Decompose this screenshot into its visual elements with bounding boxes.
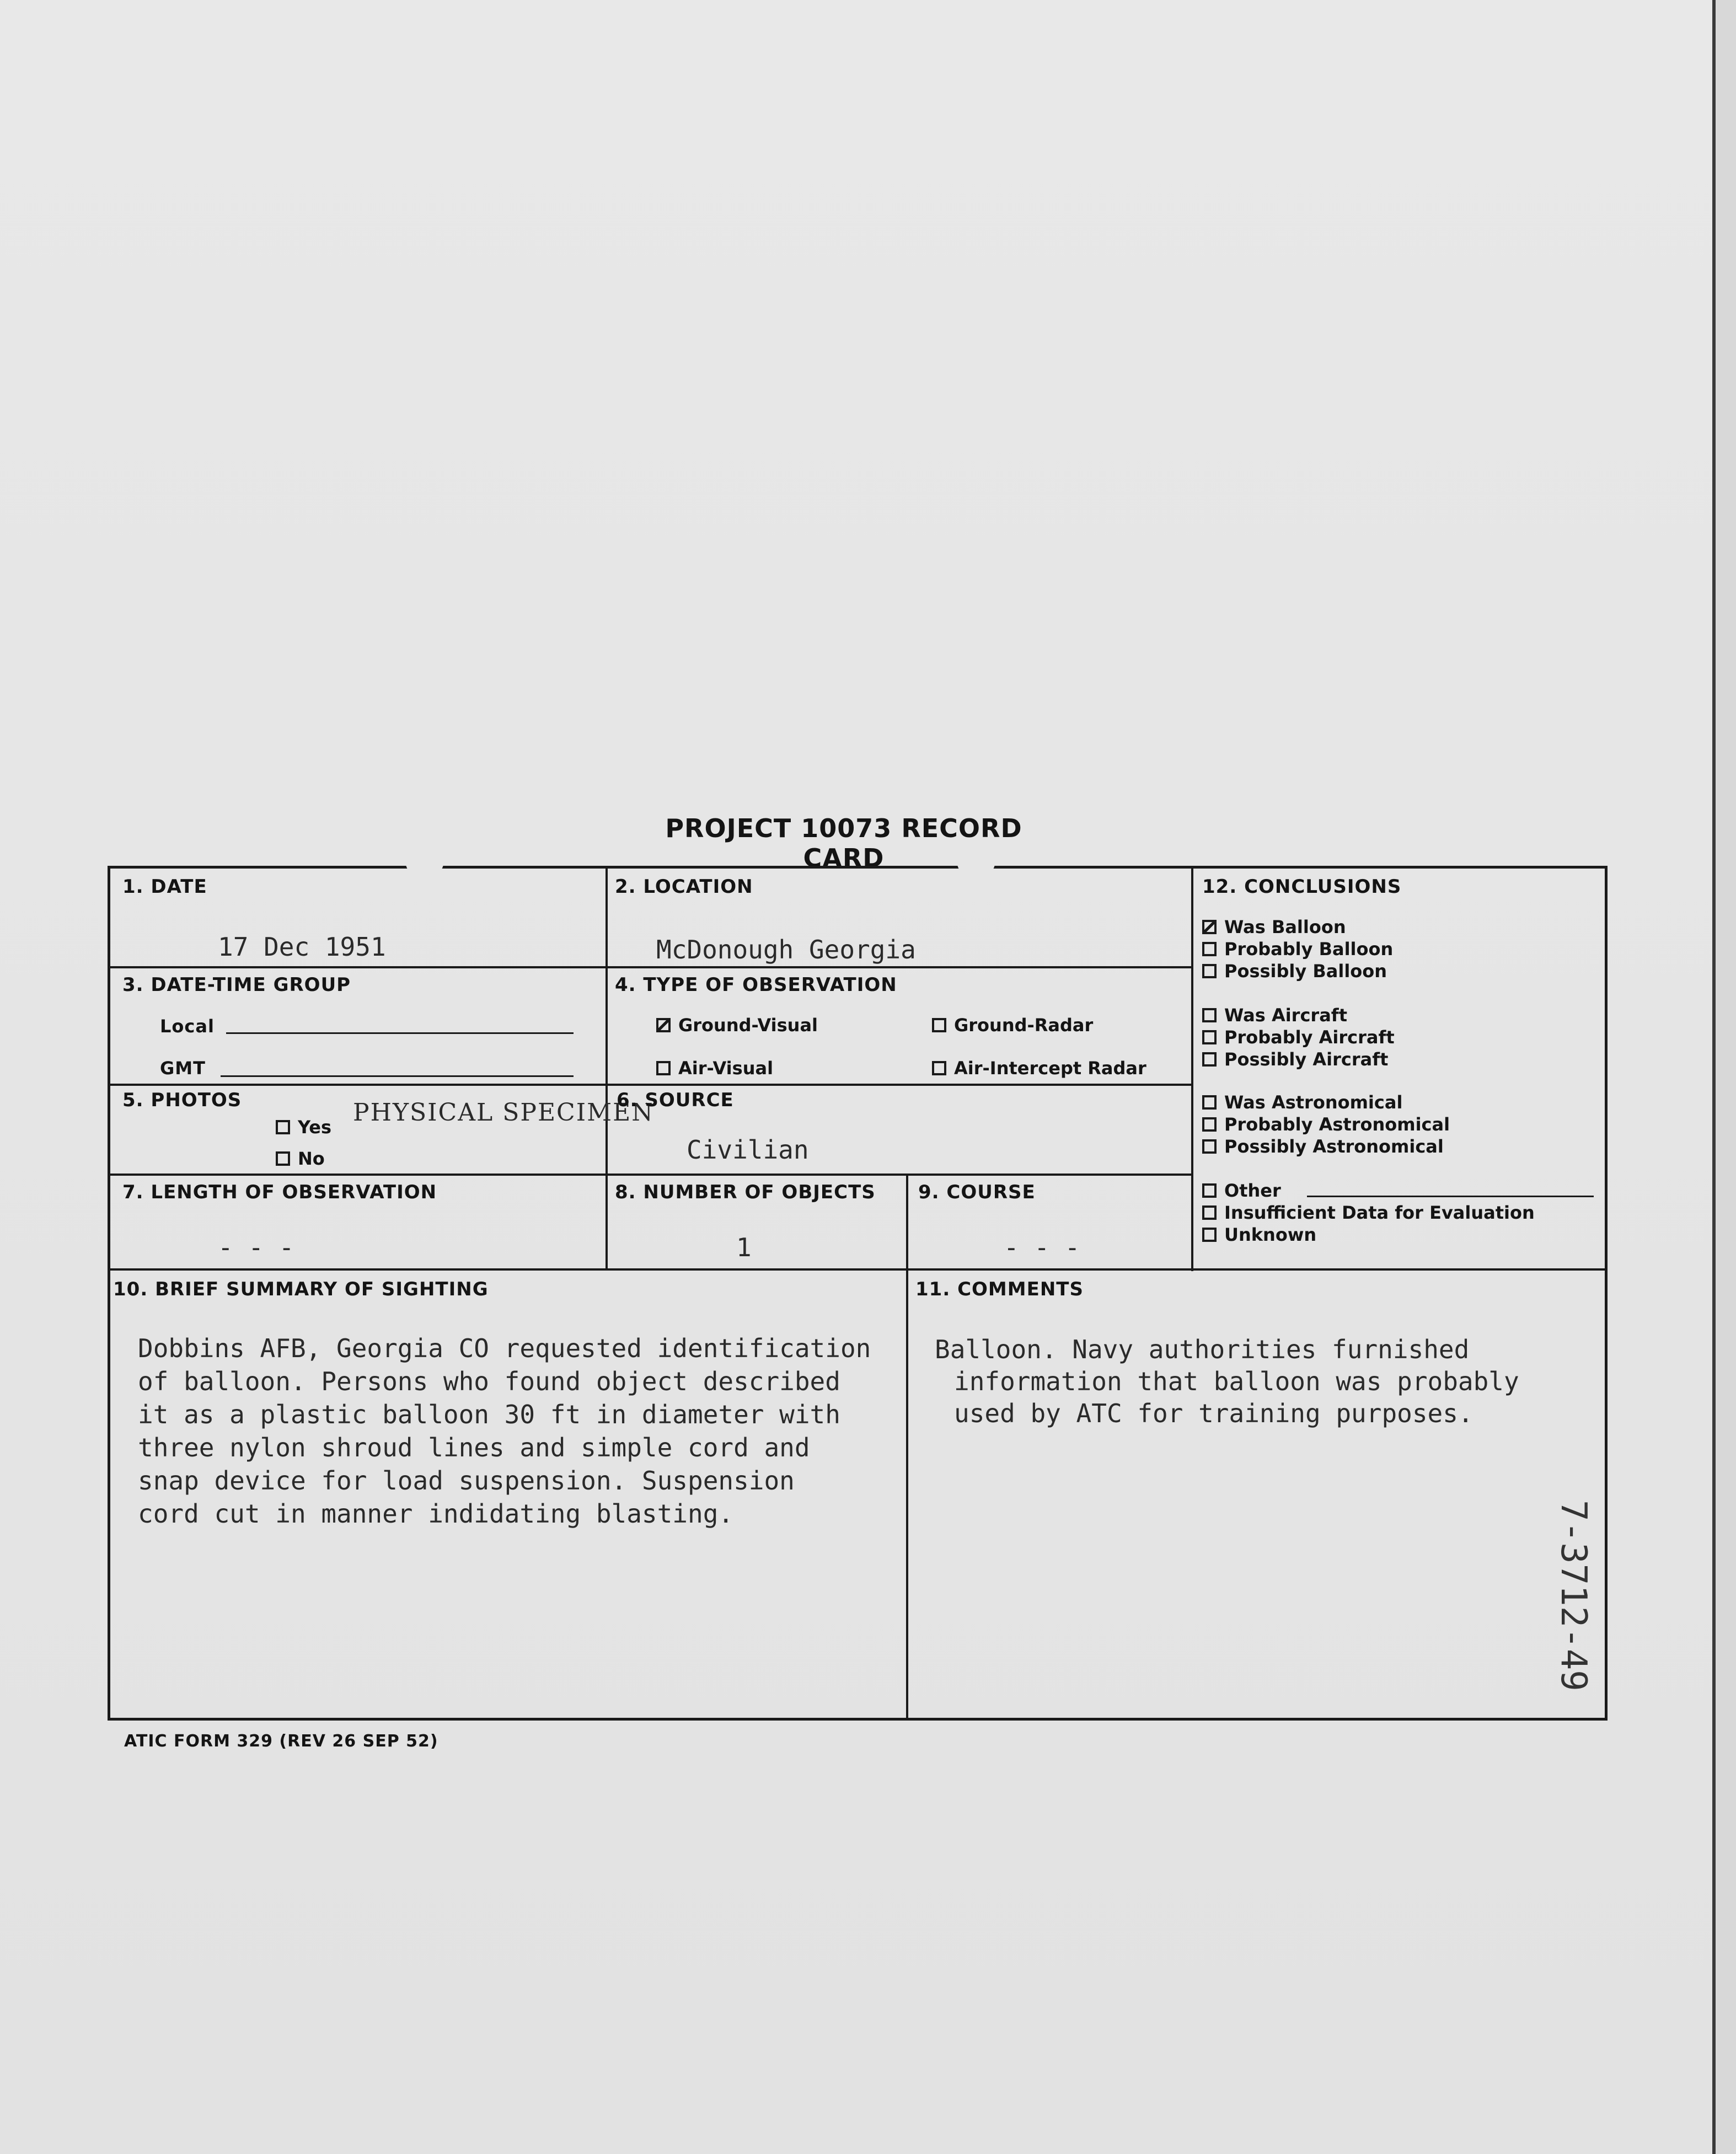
conclusion-possibly-aircraft: Possibly Aircraft [1202, 1049, 1388, 1070]
course-value: - - - [1004, 1233, 1080, 1262]
conclusion-probably-astronomical: Probably Astronomical [1202, 1114, 1450, 1135]
checkbox-air-visual [656, 1061, 671, 1075]
summary-line: it as a plastic balloon 30 ft in diameter with [138, 1400, 840, 1429]
comments-label: 11. COMMENTS [915, 1278, 1084, 1300]
checkbox-unknown [1202, 1228, 1217, 1242]
dtg-local-label: Local [160, 1016, 215, 1037]
divider-col-2 [1191, 869, 1193, 1271]
checkbox-probably-aircraft [1202, 1030, 1217, 1044]
conclusion-unknown: Unknown [1202, 1224, 1316, 1245]
option-ground-radar: Ground-Radar [932, 1015, 1093, 1036]
scan-margin [1716, 0, 1736, 2154]
checkbox-ground-visual [656, 1018, 671, 1032]
summary-line: of balloon. Persons who found object described [138, 1367, 840, 1396]
conclusion-possibly-astronomical: Possibly Astronomical [1202, 1136, 1444, 1157]
photos-label: 5. PHOTOS [122, 1089, 242, 1111]
summary-line: Dobbins AFB, Georgia CO requested identification [138, 1333, 871, 1363]
form-footer: ATIC FORM 329 (REV 26 SEP 52) [124, 1732, 438, 1751]
conclusion-was-astronomical: Was Astronomical [1202, 1092, 1402, 1113]
dtg-gmt-line [221, 1075, 574, 1077]
physical-specimen-stamp: PHYSICAL SPECIMEN [353, 1099, 654, 1127]
dtg-gmt-label: GMT [160, 1058, 206, 1079]
objects-label: 8. NUMBER OF OBJECTS [615, 1181, 876, 1203]
option-air-intercept-radar: Air-Intercept Radar [932, 1058, 1146, 1079]
checkbox-other [1202, 1183, 1217, 1198]
checkbox-ground-radar [932, 1018, 946, 1032]
checkbox-possibly-aircraft [1202, 1052, 1217, 1067]
source-label: 6. SOURCE [617, 1089, 734, 1111]
checkbox-was-astronomical [1202, 1095, 1217, 1110]
comments-line: Balloon. Navy authorities furnished [935, 1335, 1470, 1364]
summary-label: 10. BRIEF SUMMARY OF SIGHTING [113, 1278, 489, 1300]
checkbox-probably-astronomical [1202, 1117, 1217, 1132]
handwritten-side-note: 7-3712-49 [1553, 1500, 1594, 1691]
objects-value: 1 [736, 1233, 752, 1262]
comments-line: used by ATC for training purposes. [954, 1399, 1474, 1428]
checkbox-air-intercept-radar [932, 1061, 946, 1075]
course-label: 9. COURSE [918, 1181, 1036, 1203]
photos-no: No [276, 1148, 325, 1169]
checkbox-was-aircraft [1202, 1008, 1217, 1022]
option-ground-visual: Ground-Visual [656, 1015, 818, 1036]
summary-line: three nylon shroud lines and simple cord and [138, 1433, 810, 1462]
divider-row-1 [110, 966, 1192, 968]
conclusion-probably-aircraft: Probably Aircraft [1202, 1027, 1395, 1048]
summary-text [138, 1299, 921, 1563]
checkbox-insufficient-data [1202, 1205, 1217, 1220]
card-title: PROJECT 10073 RECORD CARD [665, 813, 1022, 873]
conclusion-other-line [1307, 1196, 1594, 1197]
length-value: - - - [218, 1233, 294, 1262]
location-value: McDonough Georgia [656, 935, 916, 965]
summary-line: snap device for load suspension. Suspension [138, 1466, 795, 1496]
comments-line: information that balloon was probably [954, 1367, 1519, 1396]
checkbox-was-balloon [1202, 920, 1217, 934]
checkbox-possibly-balloon [1202, 964, 1217, 978]
comments-text [918, 1301, 1591, 1461]
divider-row-4 [110, 1268, 1605, 1271]
checkbox-probably-balloon [1202, 942, 1217, 956]
date-value: 17 Dec 1951 [218, 932, 386, 962]
summary-line: cord cut in manner indidating blasting. [138, 1499, 734, 1529]
divider-row-2 [110, 1084, 1192, 1086]
conclusion-other: Other [1202, 1180, 1281, 1201]
location-label: 2. LOCATION [615, 876, 753, 898]
dtg-label: 3. DATE-TIME GROUP [122, 974, 351, 996]
length-label: 7. LENGTH OF OBSERVATION [122, 1181, 437, 1203]
conclusion-was-aircraft: Was Aircraft [1202, 1005, 1347, 1026]
checkbox-photos-no [276, 1151, 290, 1166]
date-label: 1. DATE [122, 876, 207, 898]
photos-yes: Yes [276, 1117, 331, 1138]
conclusion-possibly-balloon: Possibly Balloon [1202, 961, 1387, 982]
source-value: Civilian [687, 1135, 809, 1165]
divider-col-1 [606, 869, 608, 1268]
conclusions-label: 12. CONCLUSIONS [1202, 876, 1402, 898]
checkbox-possibly-astronomical [1202, 1139, 1217, 1154]
option-air-visual: Air-Visual [656, 1058, 773, 1079]
observation-type-label: 4. TYPE OF OBSERVATION [615, 974, 897, 996]
conclusion-probably-balloon: Probably Balloon [1202, 939, 1393, 960]
dtg-local-line [226, 1032, 574, 1034]
conclusion-insufficient-data: Insufficient Data for Evaluation [1202, 1202, 1535, 1223]
conclusion-was-balloon: Was Balloon [1202, 917, 1346, 937]
divider-row-3 [110, 1174, 1192, 1176]
checkbox-photos-yes [276, 1120, 290, 1134]
